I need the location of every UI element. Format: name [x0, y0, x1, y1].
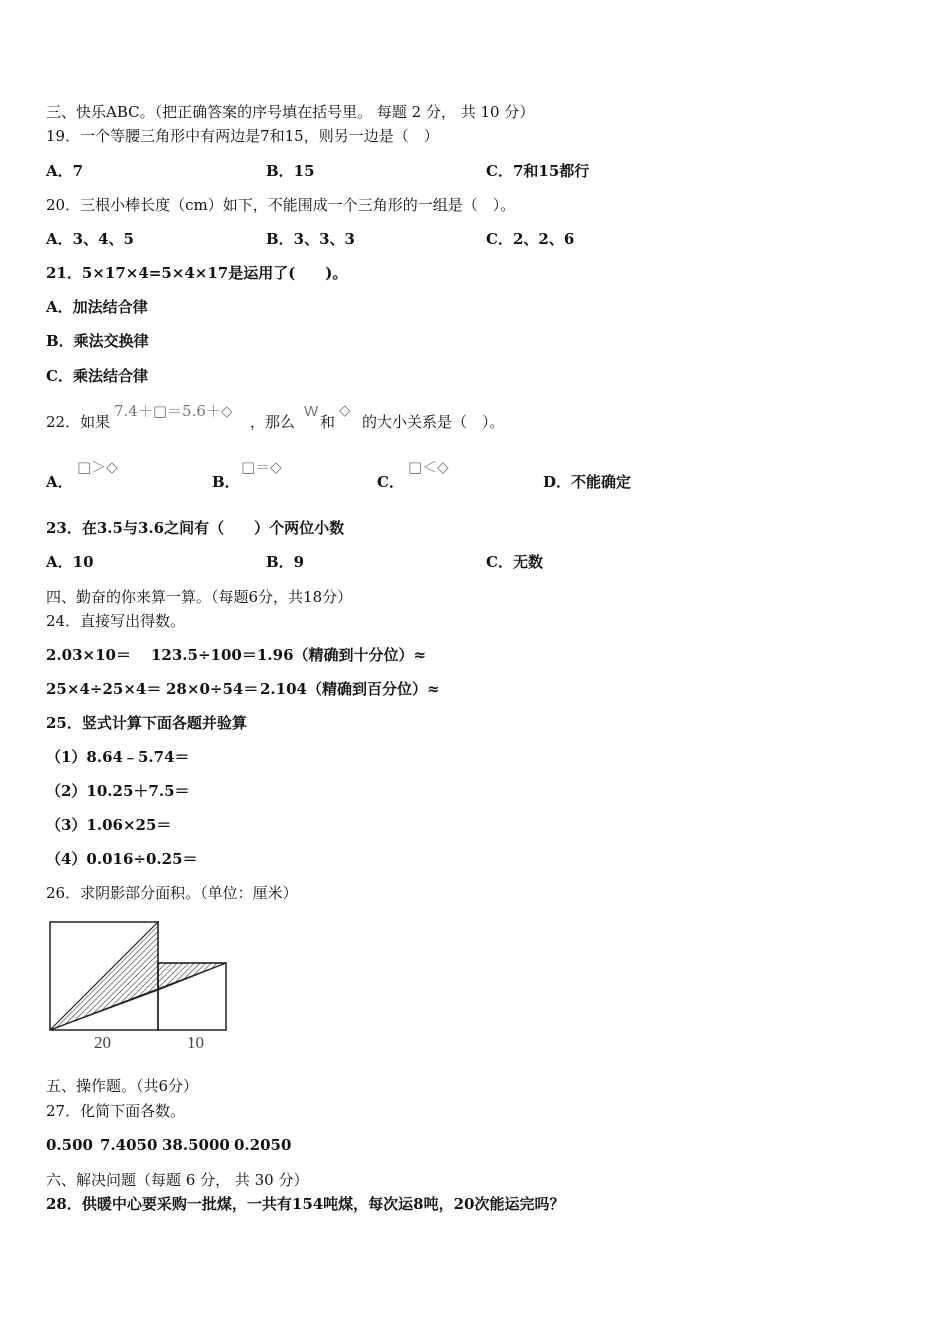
q27-number: 0.2050 — [234, 1136, 292, 1154]
q23-option-a: A．10 — [46, 553, 94, 571]
q27-number: 38.5000 — [162, 1136, 230, 1154]
q25-item: （2）10.25＋7.5＝ — [46, 782, 190, 800]
q25-item: （1）8.64﹣5.74＝ — [46, 748, 190, 766]
q28-stem: 28．供暖中心要采购一批煤，一共有154吨煤，每次运8吨，20次能运完吗？ — [46, 1195, 565, 1213]
q19-option-a: A．7 — [46, 162, 84, 180]
q22-he: 和 — [320, 413, 336, 431]
q20-option-a: A．3、4、5 — [46, 230, 134, 248]
q22-option-d: D．不能确定 — [543, 473, 632, 491]
q22-middle: ，那么 — [250, 413, 296, 431]
q22-prefix: 22．如果 — [46, 413, 111, 431]
q23-option-c: C．无数 — [486, 553, 543, 571]
q27-number: 7.4050 — [100, 1136, 158, 1154]
q19-stem: 19．一个等腰三角形中有两边是7和15，则另一边是（ ） — [46, 127, 439, 145]
q25-item: （4）0.016÷0.25＝ — [46, 850, 198, 868]
q20-stem: 20．三根小棒长度（cm）如下，不能围成一个三角形的一组是（ ）。 — [46, 196, 516, 214]
q21-option-b: B．乘法交换律 — [46, 332, 149, 350]
q22-option-a-symbol: □＞◇ — [77, 458, 118, 476]
q22-formula: 7.4＋□＝5.6＋◇ — [114, 402, 233, 420]
q22-option-a-label: A． — [46, 473, 73, 491]
q24-stem: 24．直接写出得数。 — [46, 612, 186, 630]
q22-option-c-symbol: □＜◇ — [408, 458, 449, 476]
q22-option-b-label: B． — [212, 473, 240, 491]
q24-item: 2.104（精确到百分位）≈ — [260, 680, 440, 698]
section4-heading: 四、勤奋的你来算一算。（每题6分，共18分） — [46, 588, 353, 606]
shaded-triangle-left — [50, 922, 158, 1030]
q21-stem: 21．5×17×4=5×4×17是运用了( )。 — [46, 264, 348, 282]
q19-option-b: B．15 — [266, 162, 315, 180]
q23-stem: 23．在3.5与3.6之间有（ ）个两位小数 — [46, 519, 345, 537]
section3-heading: 三、快乐ABC。（把正确答案的序号填在括号里。 每题 2 分， 共 10 分） — [46, 103, 535, 121]
q24-item: 28×0÷54＝ — [166, 680, 259, 698]
diamond-icon: ◇ — [339, 401, 351, 419]
q24-item: 1.96（精确到十分位）≈ — [257, 646, 427, 664]
q24-item: 123.5÷100＝ — [151, 646, 257, 664]
q19-option-c: C．7和15都行 — [486, 162, 590, 180]
q26-stem: 26．求阴影部分面积。（单位：厘米） — [46, 884, 298, 902]
shaded-area-figure — [44, 915, 244, 1055]
q23-option-b: B．9 — [266, 553, 305, 571]
section5-heading: 五、操作题。（共6分） — [46, 1077, 199, 1095]
q25-item: （3）1.06×25＝ — [46, 816, 172, 834]
q22-option-c-label: C． — [377, 473, 404, 491]
q25-stem: 25．竖式计算下面各题并验算 — [46, 714, 247, 732]
q22-w: W — [304, 403, 319, 420]
q24-item: 25×4÷25×4＝ — [46, 680, 162, 698]
q21-option-a: A．加法结合律 — [46, 298, 148, 316]
q20-option-b: B．3、3、3 — [266, 230, 355, 248]
q24-item: 2.03×10＝ — [46, 646, 131, 664]
q27-stem: 27．化简下面各数。 — [46, 1102, 186, 1120]
q20-option-c: C．2、2、6 — [486, 230, 575, 248]
q22-option-b-symbol: □＝◇ — [241, 458, 282, 476]
q22-suffix: 的大小关系是（ ）。 — [362, 413, 505, 431]
label-20: 20 — [94, 1033, 111, 1052]
section6-heading: 六、解决问题（每题 6 分， 共 30 分） — [46, 1171, 309, 1189]
q21-option-c: C．乘法结合律 — [46, 367, 148, 385]
q27-number: 0.500 — [46, 1136, 93, 1154]
label-10: 10 — [187, 1033, 204, 1052]
